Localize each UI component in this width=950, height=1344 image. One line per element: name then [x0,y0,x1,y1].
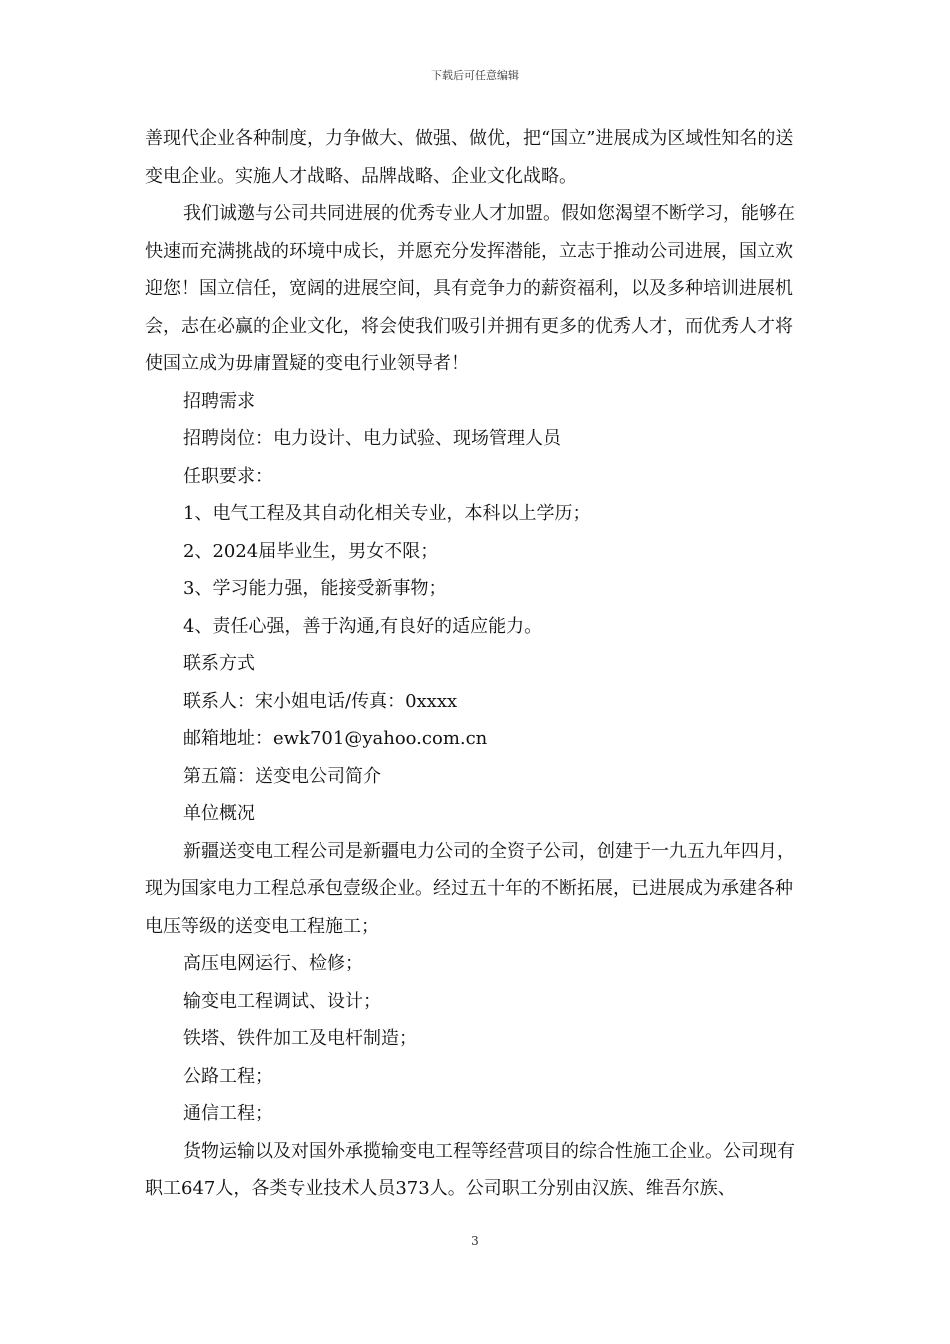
chapter-title: 第五篇：送变电公司简介 [183,765,381,787]
contact-line: 联系人：宋小姐电话/传真：0xxxx [183,690,458,712]
page-number: 3 [471,1234,479,1248]
body-text [145,120,810,1208]
list-item: 1、电气工程及其自动化相关专业，本科以上学历； [183,503,591,524]
list-item: 2、2024届毕业生，男女不限； [183,540,439,562]
list-item: 输变电工程调试、设计； [183,990,381,1012]
page-header: 下载后可任意编辑 [431,69,519,82]
section-heading: 单位概况 [183,803,255,824]
paragraph: 新疆送变电工程公司是新疆电力公司的全资子公司，创建于一九五九年四月，现为国家电力工程总承包壹级企业。经过五十年的不断拓展，已进展成为承建各种电压等级的送变电工程施工； [145,840,795,937]
paragraph: 善现代企业各种制度，力争做大、做强、做优，把“国立”进展成为区域性知名的送变电企业。实施人才战略、品牌战略、企业文化战略。 [145,128,794,187]
paragraph: 货物运输以及对国外承揽输变电工程等经营项目的综合性施工企业。公司现有职工647人，各类专业技术人员373人。公司职工分别由汉族、维吾尔族、 [145,1140,795,1199]
section-heading: 招聘需求 [183,390,255,412]
list-item: 铁塔、铁件加工及电杆制造； [183,1028,417,1049]
paragraph: 我们诚邀与公司共同进展的优秀专业人才加盟。假如您渴望不断学习，能够在快速而充满挑战的环境中成长，并愿充分发挥潜能，立志于推动公司进展，国立欢迎您！国立信任，宽阔的进展空间，具有竞争力的薪资福利，以及多种培训进展机会，志在必赢的企业文化，将会使我们吸引并拥有更多的优秀人才，而优秀人才将使国立成为毋庸置疑的变电行业领导者！ [145,203,795,374]
list-item: 通信工程； [183,1103,273,1124]
list-item: 4、责任心强，善于沟通,有良好的适应能力。 [183,615,543,637]
section-heading: 联系方式 [183,653,255,674]
paragraph: 招聘岗位：电力设计、电力试验、现场管理人员 [183,428,561,449]
list-item: 高压电网运行、检修； [183,953,363,974]
email-line: 邮箱地址：ewk701@yahoo.com.cn [183,728,488,749]
list-item: 公路工程； [183,1065,273,1087]
list-item: 3、学习能力强，能接受新事物； [183,578,447,599]
paragraph: 任职要求： [183,465,273,487]
